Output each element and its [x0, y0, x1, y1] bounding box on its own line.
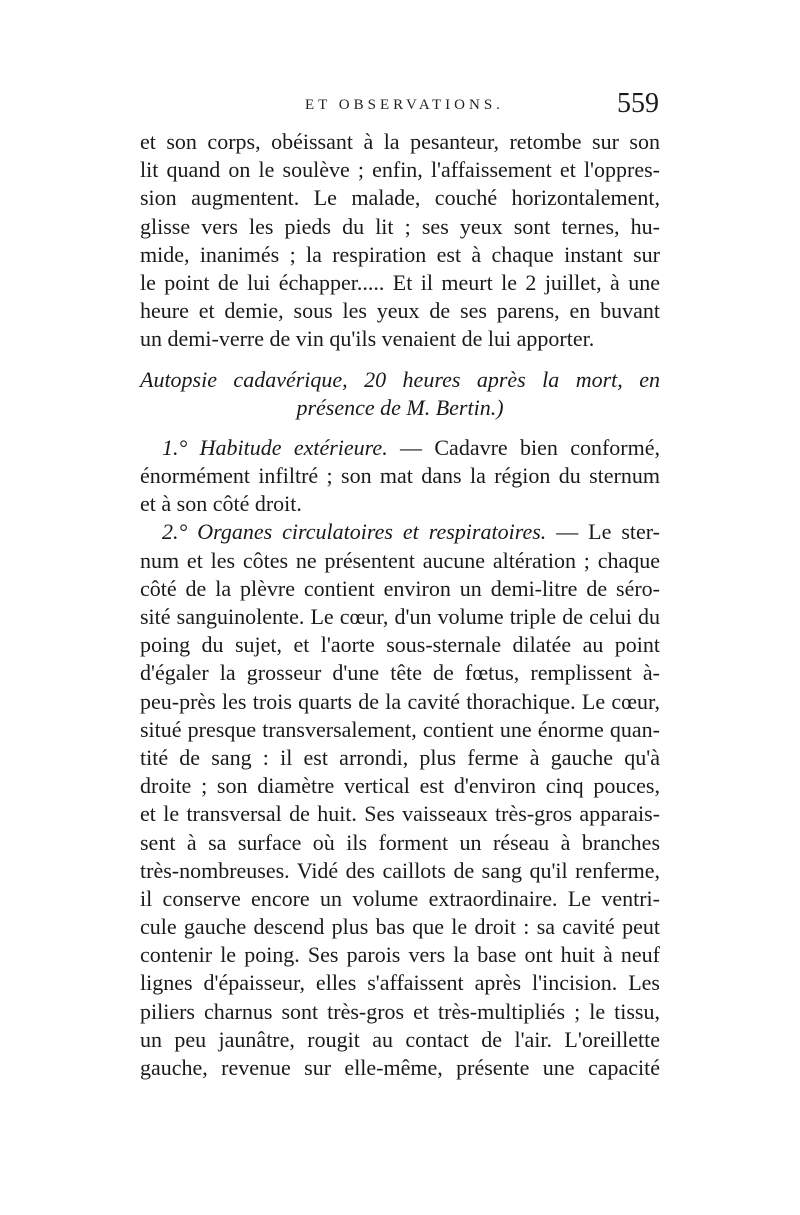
- running-head: ET OBSERVATIONS.: [305, 97, 504, 113]
- text-line: sent à sa surface où ils forment un réseau à branches: [140, 829, 660, 855]
- text-line: [140, 434, 660, 462]
- text-line: mide, inanimés ; la respiration est à chaque instant sur: [140, 241, 660, 267]
- text-line: heure et demie, sous les yeux de ses parens, en buvant: [140, 298, 660, 324]
- spacer: [140, 422, 660, 434]
- text-line: et son corps, obéissant à la pesanteur, retombe sur son: [140, 129, 660, 154]
- text-line: peu-près les trois quarts de la cavité thorachique. Le cœur,: [140, 688, 660, 714]
- section-1-text: — Cadavre bien conformé,: [400, 434, 661, 460]
- text-line: lignes d'épaisseur, elles s'affaissent après l'incision. Les: [140, 970, 660, 996]
- text-line: sité sanguinolente. Le cœur, d'un volume triple de celui du: [140, 604, 660, 629]
- text-line: situé presque transversalement, contient une énorme quan-: [140, 716, 660, 742]
- autopsy-heading: [140, 366, 660, 422]
- text-line: gauche, revenue sur elle-même, présente une capacité: [140, 1055, 660, 1080]
- text-line: énormément infiltré ; son mat dans la région du sternum: [140, 463, 660, 489]
- text-line: d'égaler la grosseur d'une tête de fœtus, remplissent à-: [140, 660, 660, 686]
- text-line: [140, 518, 660, 546]
- text-line: glisse vers les pieds du lit ; ses yeux sont ternes, hu-: [140, 213, 660, 239]
- text-line: un demi-verre de vin qu'ils venaient de lui apporter.: [140, 326, 595, 352]
- text-line: poing du sujet, et l'aorte sous-sternale dilatée au point: [140, 632, 660, 658]
- text-line: tité de sang : il est arrondi, plus ferme à gauche qu'à: [140, 744, 660, 770]
- heading-line: Autopsie cadavérique, 20 heures après la mort, en: [140, 366, 660, 392]
- text-line: le point de lui échapper..... Et il meurt le 2 juillet, à une: [140, 269, 660, 295]
- section-2-text: — Le ster-: [556, 519, 660, 545]
- section-1: [140, 434, 660, 519]
- heading-line: présence de M. Bertin.): [296, 394, 504, 420]
- section-1-label: 1.° Habitude extérieure.: [162, 434, 388, 460]
- text-line: et le transversal de huit. Ses vaisseaux très-gros apparais-: [140, 801, 660, 827]
- text-line: un peu jaunâtre, rougit au contact de l'air. L'oreillette: [140, 1026, 660, 1052]
- text-line: sion augmentent. Le malade, couché horizontalement,: [140, 185, 660, 211]
- page-number: 559: [617, 88, 659, 119]
- text-line: lit quand on le soulève ; enfin, l'affaissement et l'oppres-: [140, 157, 660, 183]
- text-line: piliers charnus sont très-gros et très-multipliés ; le tissu,: [140, 998, 660, 1024]
- text-line: contenir le poing. Ses parois vers la base ont huit à neuf: [140, 942, 660, 968]
- text-line: très-nombreuses. Vidé des caillots de sang qu'il renferme,: [140, 857, 660, 883]
- text-line: côté de la plèvre contient environ un demi-litre de séro-: [140, 575, 660, 601]
- spacer: [140, 354, 660, 366]
- section-2-label: 2.° Organes circulatoires et respiratoires.: [162, 519, 547, 545]
- paragraph-1: [140, 128, 660, 354]
- text-line: et à son côté droit.: [140, 491, 302, 517]
- text-line: il conserve encore un volume extraordinaire. Le ventri-: [140, 885, 660, 911]
- body-text: [140, 128, 660, 1082]
- text-line: droite ; son diamètre vertical est d'environ cinq pouces,: [140, 773, 660, 799]
- section-2: [140, 518, 660, 1082]
- text-line: cule gauche descend plus bas que le droit : sa cavité peut: [140, 914, 660, 940]
- text-line: num et les côtes ne présentent aucune altération ; chaque: [140, 547, 660, 573]
